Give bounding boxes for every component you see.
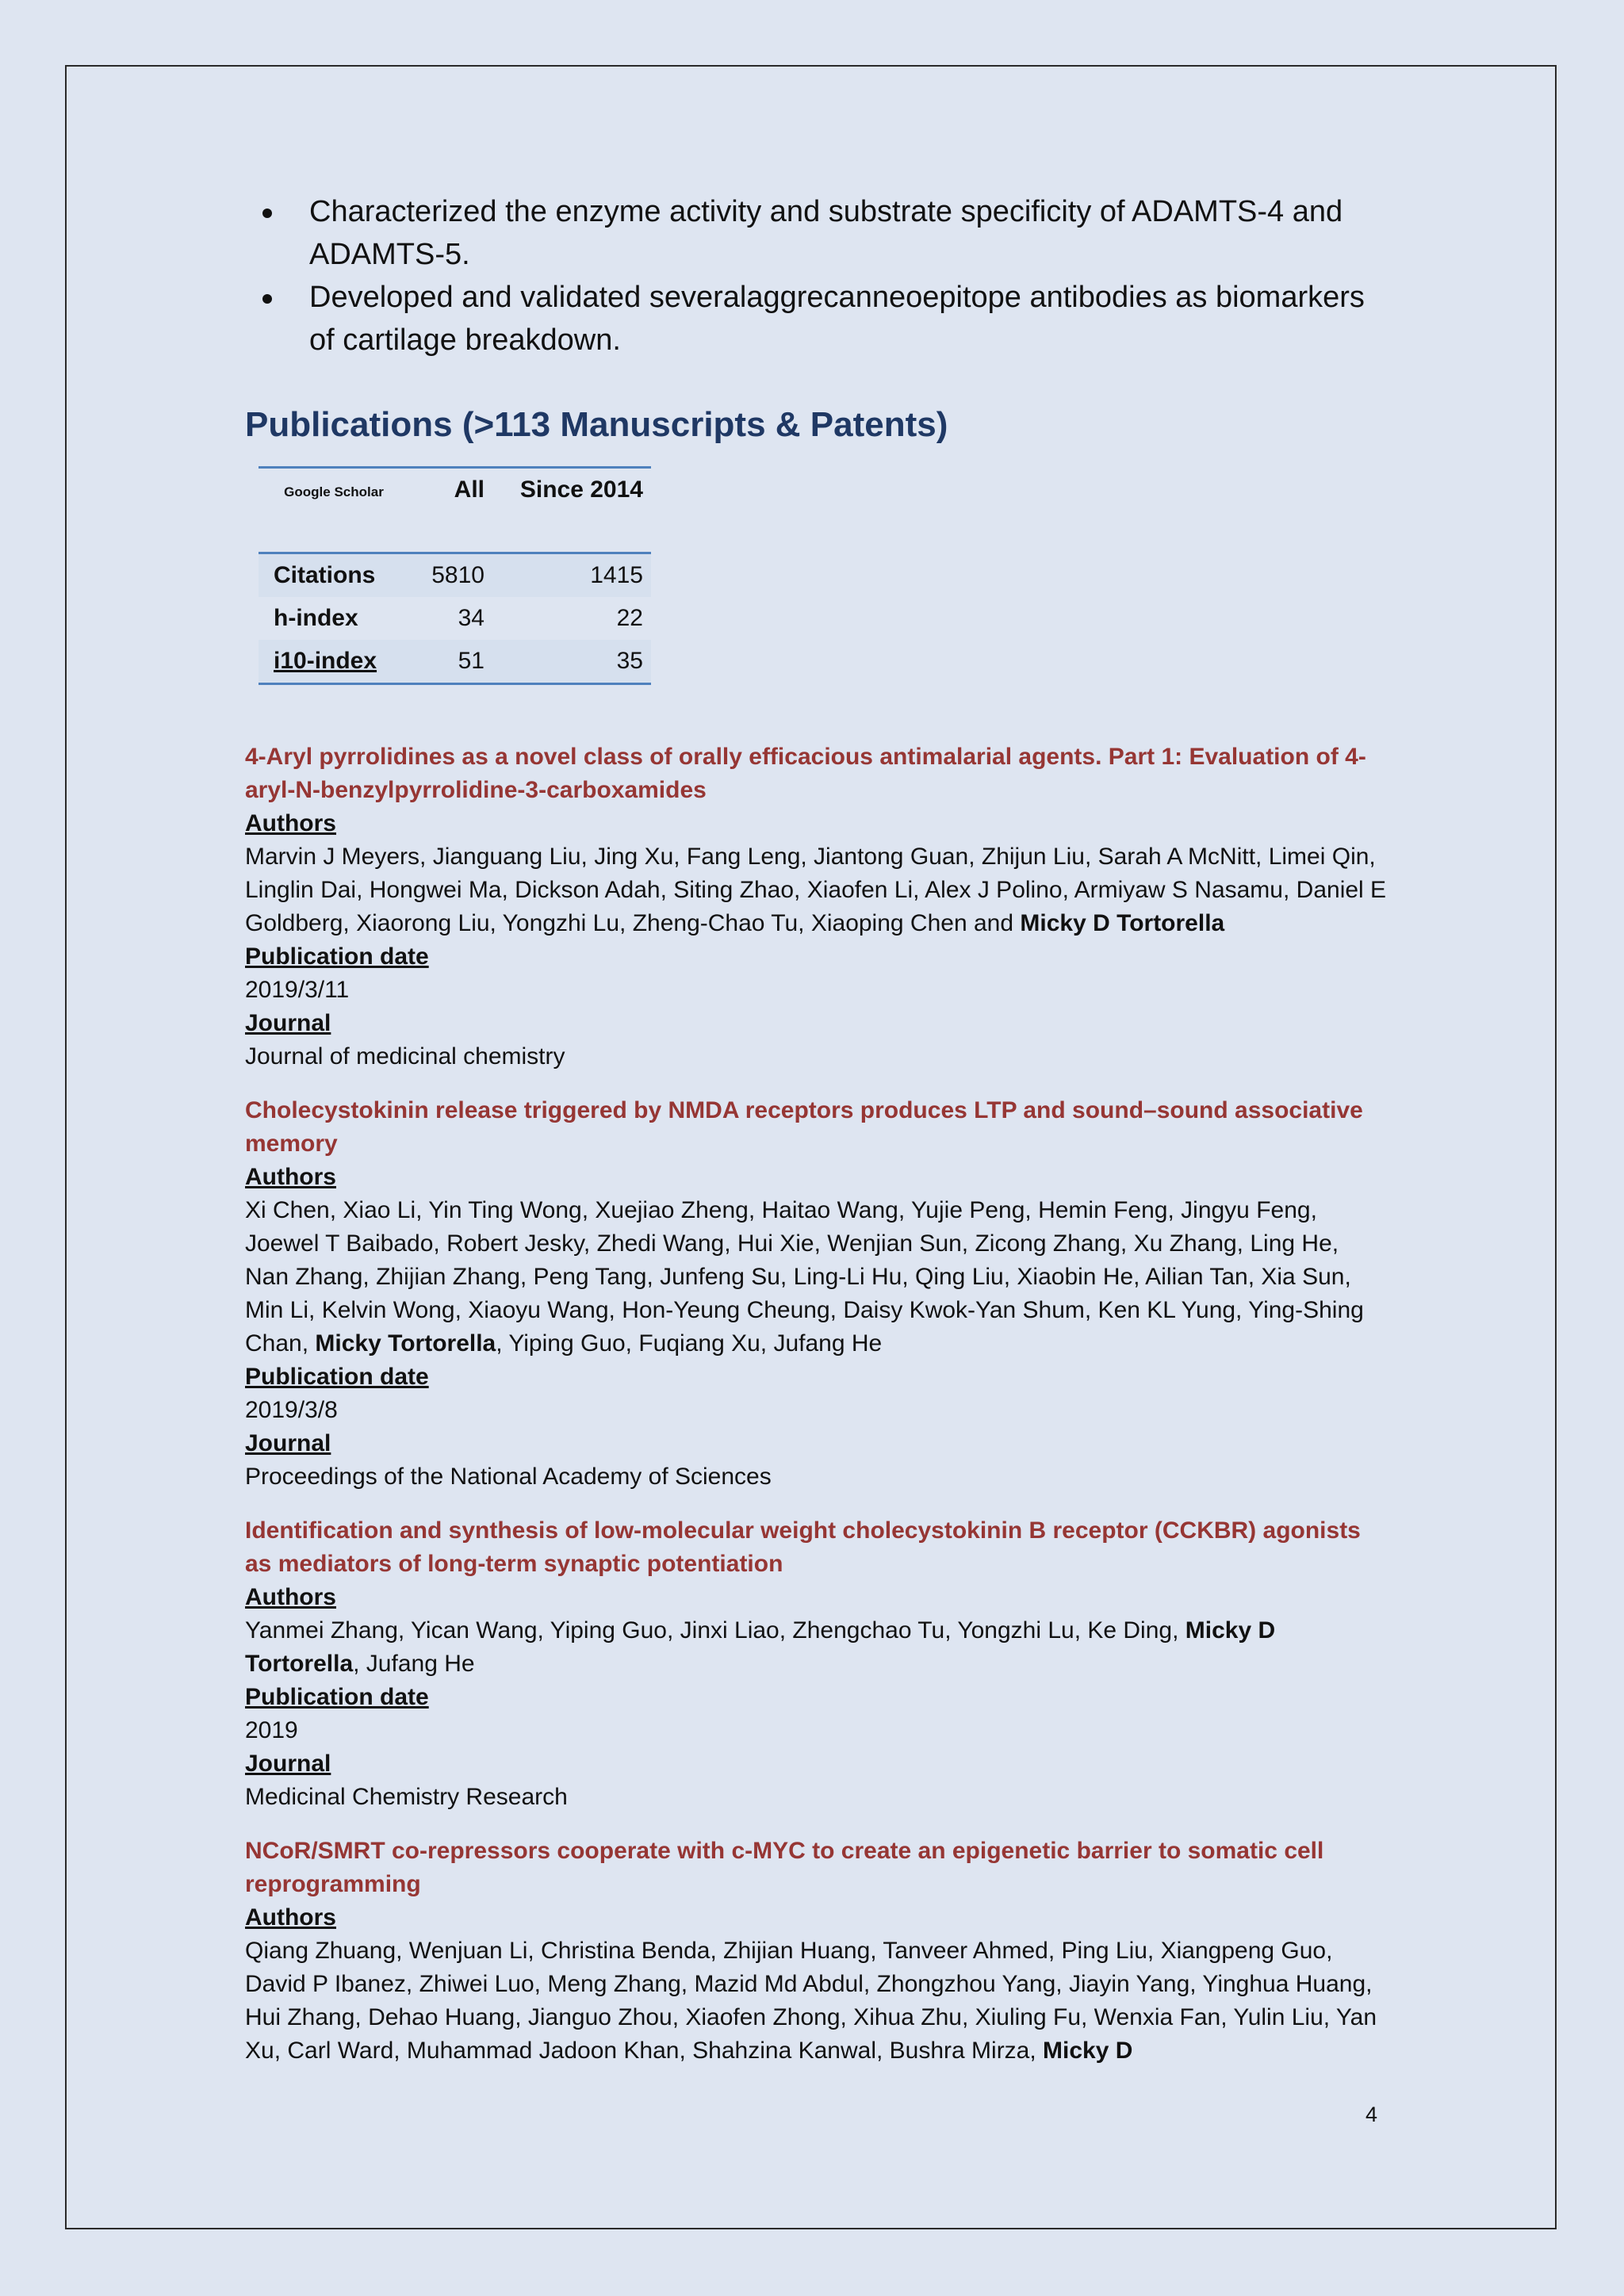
value-all: 5810 xyxy=(431,562,485,588)
journal-name: Proceedings of the National Academy of Sciences xyxy=(245,1464,772,1490)
col-header-since: Since 2014 xyxy=(519,476,643,503)
row-label: Citations xyxy=(274,562,376,588)
authors-text: , Jufang He xyxy=(353,1651,475,1677)
publication-entry xyxy=(245,1835,1387,2068)
col-header-all: All xyxy=(454,476,485,503)
publications-heading: Publications (>113 Manuscripts & Patents) xyxy=(245,405,948,444)
row-label: h-index xyxy=(274,605,358,631)
journal-label: Journal xyxy=(245,1430,331,1456)
journal-name: Journal of medicinal chemistry xyxy=(245,1043,565,1070)
authors-text: Xi Chen, Xiao Li, Yin Ting Wong, Xuejiao Zheng, Haitao Wang, Yujie Peng, Hemin Feng, Jingyu Feng, Joewel T Baibado, Robert Jesky, Zhedi Wang, Hui Xie, Wenjian Sun, Zicong Zhang, Xu Zhang, Ling He, Nan Zhang, Zhijian Zhang, Peng Tang, Junfeng Su, Ling-Li Hu, Qing Liu, Xiaobin He, Ailian Tan, Xia Sun, Min Li, Kelvin Wong, Xiaoyu Wang, Hon-Yeung Cheung, Daisy Kwok-Yan Shum, Ken KL Yung, Ying-Shing Chan, xyxy=(245,1197,1364,1357)
authors-text: Yanmei Zhang, Yican Wang, Yiping Guo, Jinxi Liao, Zhengchao Tu, Yongzhi Lu, Ke Ding, xyxy=(245,1617,1185,1644)
bullet-text: Developed and validated severalaggrecanneoepitope antibodies as biomarkers of cartilage breakdown. xyxy=(309,281,1365,357)
publication-title: Identification and synthesis of low-molecular weight cholecystokinin B receptor (CCKBR) agonists as mediators of long-term synaptic potentiation xyxy=(245,1517,1361,1577)
publication-entry xyxy=(245,740,1387,1073)
publication-title: NCoR/SMRT co-repressors cooperate with c-MYC to create an epigenetic barrier to somatic cell reprogramming xyxy=(245,1838,1324,1897)
value-since: 1415 xyxy=(590,562,643,588)
bullet-dot-icon xyxy=(262,209,272,218)
scholar-source-label: Google Scholar xyxy=(284,484,384,499)
authors-label: Authors xyxy=(245,1164,336,1190)
journal-label: Journal xyxy=(245,1010,331,1036)
publication-entry xyxy=(245,1094,1387,1494)
authors-text: Marvin J Meyers, Jianguang Liu, Jing Xu, Fang Leng, Jiantong Guan, Zhijun Liu, Sarah A McNitt, Limei Qin, Linglin Dai, Hongwei Ma, Dickson Adah, Siting Zhao, Xiaofen Li, Alex J Polino, Armiyaw S Nasamu, Daniel E Goldberg, Xiaorong Liu, Yongzhi Lu, Zheng-Chao Tu, Xiaoping Chen and xyxy=(245,844,1387,936)
page-number: 4 xyxy=(1365,2103,1378,2126)
authors-label: Authors xyxy=(245,810,336,836)
scholar-table-header xyxy=(259,469,651,554)
journal-name: Medicinal Chemistry Research xyxy=(245,1784,568,1810)
authors-text: , Yiping Guo, Fuqiang Xu, Jufang He xyxy=(496,1330,883,1357)
publication-title: Cholecystokinin release triggered by NMDA receptors produces LTP and sound–sound associative memory xyxy=(245,1097,1363,1157)
authors-list xyxy=(245,840,1387,940)
publication-date: 2019/3/8 xyxy=(245,1397,338,1423)
bullet-text: Characterized the enzyme activity and substrate specificity of ADAMTS-4 and ADAMTS-5. xyxy=(309,195,1343,271)
scholar-row-h-index xyxy=(259,597,651,640)
authors-list xyxy=(245,1194,1387,1360)
value-all: 34 xyxy=(458,605,485,631)
authors-list xyxy=(245,1614,1387,1681)
publication-entry xyxy=(245,1514,1387,1814)
bullet-item xyxy=(245,190,1387,276)
highlighted-author: Micky Tortorella xyxy=(315,1330,496,1357)
publication-title: 4-Aryl pyrrolidines as a novel class of orally efficacious antimalarial agents. Part 1: Evaluation of 4-aryl-N-benzylpyrrolidine-3-carboxamides xyxy=(245,744,1366,803)
google-scholar-table xyxy=(259,466,651,685)
publication-date: 2019/3/11 xyxy=(245,977,350,1003)
publication-date-label: Publication date xyxy=(245,1684,429,1710)
scholar-row-i10-index xyxy=(259,640,651,683)
highlighted-author: Micky D Tortorella xyxy=(245,1617,1276,1677)
publication-date-label: Publication date xyxy=(245,1364,429,1390)
scholar-row-citations xyxy=(259,554,651,597)
publication-date: 2019 xyxy=(245,1717,298,1743)
publication-date-label: Publication date xyxy=(245,943,429,970)
value-all: 51 xyxy=(458,648,485,674)
bullet-list xyxy=(245,190,1387,362)
highlighted-author: Micky D xyxy=(1043,2038,1133,2064)
bullet-item xyxy=(245,276,1387,362)
journal-label: Journal xyxy=(245,1751,331,1777)
publication-list xyxy=(245,740,1387,2068)
authors-list xyxy=(245,1934,1387,2068)
bullet-dot-icon xyxy=(262,294,272,304)
authors-text: Qiang Zhuang, Wenjuan Li, Christina Benda, Zhijian Huang, Tanveer Ahmed, Ping Liu, Xiangpeng Guo, David P Ibanez, Zhiwei Luo, Meng Zhang, Mazid Md Abdul, Zhongzhou Yang, Jiayin Yang, Yinghua Huang, Hui Zhang, Dehao Huang, Jianguo Zhou, Xiaofen Zhong, Xihua Zhu, Xiuling Fu, Wenxia Fan, Yulin Liu, Yan Xu, Carl Ward, Muhammad Jadoon Khan, Shahzina Kanwal, Bushra Mirza, xyxy=(245,1938,1377,2064)
row-label-link[interactable]: i10-index xyxy=(274,648,377,674)
highlighted-author: Micky D Tortorella xyxy=(1020,910,1225,936)
value-since: 35 xyxy=(616,648,643,674)
row-label-cell xyxy=(259,648,409,675)
value-since: 22 xyxy=(616,605,643,631)
page-content xyxy=(245,190,1387,2088)
authors-label: Authors xyxy=(245,1584,336,1610)
authors-label: Authors xyxy=(245,1904,336,1931)
